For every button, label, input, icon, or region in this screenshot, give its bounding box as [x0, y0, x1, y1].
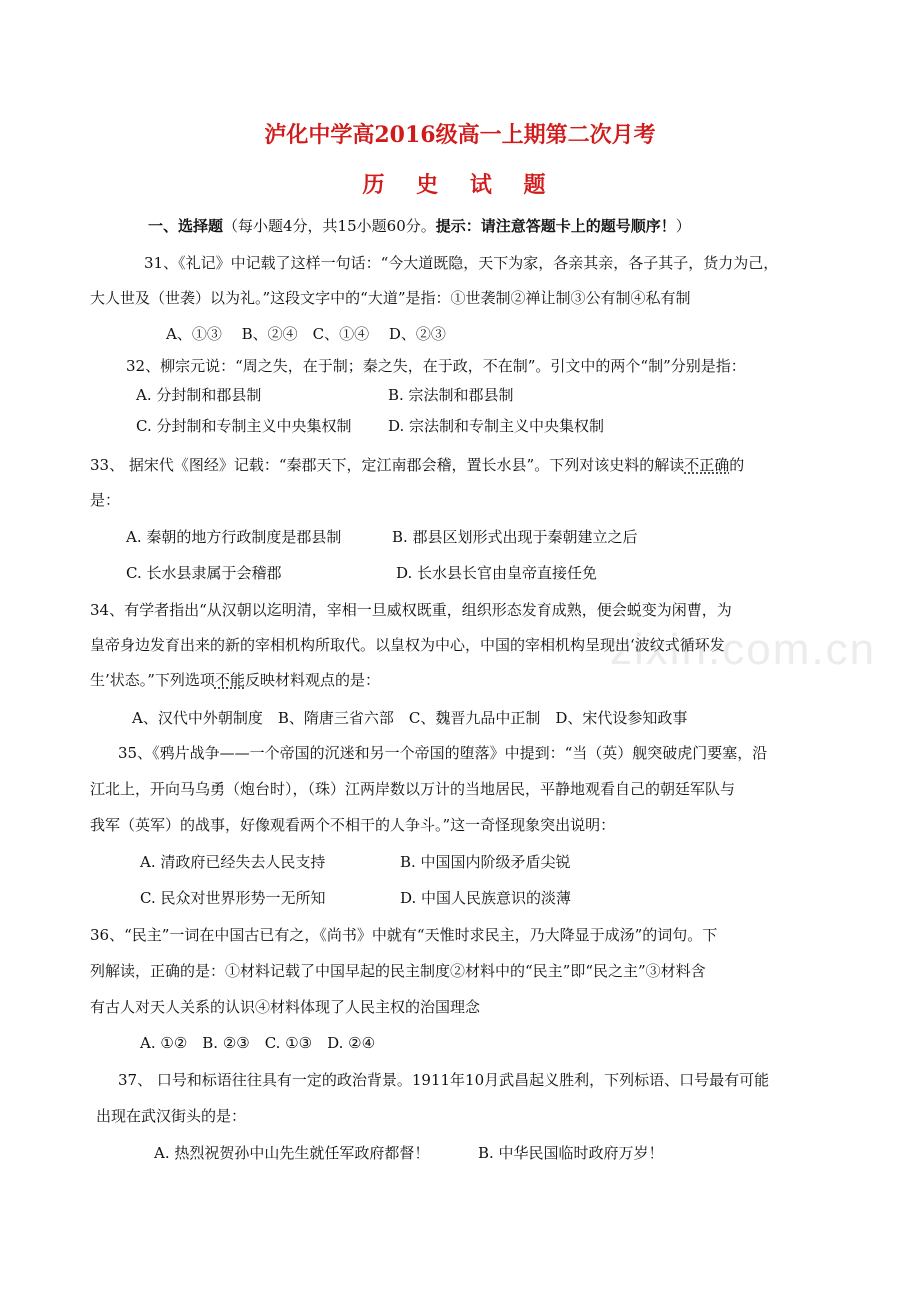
q32-option-b: B. 宗法制和郡县制 — [388, 386, 514, 404]
section-hint: 提示：请注意答题卡上的题号顺序！ — [435, 217, 676, 235]
section-close: ） — [675, 217, 691, 235]
q35-line2: 江北上，开向马乌勇（炮台时），（珠）江两岸数以万计的当地居民，平静地观看自己的朝廷军队与 — [90, 780, 736, 798]
q36-line3: 有古人对天人关系的认识④材料体现了人民主权的治国理念 — [90, 998, 481, 1016]
q33-option-c: C. 长水县隶属于会稽郡 — [126, 564, 282, 582]
exam-subtitle: 历 史 试 题 — [362, 172, 558, 198]
section-label: 一、选择题 — [148, 217, 224, 235]
q35-option-d: D. 中国人民族意识的淡薄 — [400, 889, 572, 907]
q31-options: A、①③ B、②④ C、①④ D、②③ — [166, 325, 446, 343]
q36-line2: 列解读，正确的是：①材料记载了中国早起的民主制度②材料中的“民主”即“民之主”③材料含 — [90, 962, 706, 980]
q34-line2: 皇帝身边发育出来的新的宰相机构所取代。以皇权为中心，中国的宰相机构呈现出‘波纹式循环发 — [90, 636, 725, 654]
q34-options: A、汉代中外朝制度 B、隋唐三省六部 C、魏晋九品中正制 D、宋代设参知政事 — [132, 709, 688, 727]
q33-option-a: A. 秦朝的地方行政制度是郡县制 — [126, 528, 342, 546]
q35-line3: 我军（英军）的战事，好像观看两个不相干的人争斗。”这一奇怪现象突出说明： — [90, 816, 616, 834]
q33-line2: 是： — [90, 491, 121, 509]
q33-line1 — [90, 455, 744, 475]
q34-line3-emphasis: 不能 — [214, 671, 245, 689]
q32-line1: 32、柳宗元说：“周之失，在于制；秦之失，在于政，不在制”。引文中的两个“制”分别是指： — [126, 357, 746, 375]
q34-line3-post: 反映材料观点的是： — [244, 671, 380, 689]
q32-option-c: C. 分封制和专制主义中央集权制 — [136, 417, 352, 435]
q37-option-a: A. 热烈祝贺孙中山先生就任军政府都督！ — [154, 1144, 430, 1162]
q35-option-b: B. 中国国内阶级矛盾尖锐 — [400, 853, 571, 871]
section-heading — [148, 216, 691, 236]
q35-option-a: A. 清政府已经失去人民支持 — [140, 853, 326, 871]
q32-option-a: A. 分封制和郡县制 — [136, 386, 262, 404]
q33-option-b: B. 郡县区划形式出现于秦朝建立之后 — [392, 528, 638, 546]
q35-option-c: C. 民众对世界形势一无所知 — [140, 889, 326, 907]
q37-line1: 37、 口号和标语往往具有一定的政治背景。1911年10月武昌起义胜利，下列标语、口号最有可能 — [118, 1071, 770, 1089]
q35-line1: 35、《鸦片战争——一个帝国的沉迷和另一个帝国的堕落》中提到：“当（英）舰突破虎门要塞，沿 — [118, 744, 768, 762]
q33-option-d: D. 长水县长官由皇帝直接任免 — [396, 564, 598, 582]
q37-option-b: B. 中华民国临时政府万岁！ — [478, 1144, 664, 1162]
q32-option-d: D. 宗法制和专制主义中央集权制 — [388, 417, 605, 435]
q34-line3-pre: 生’状态。”下列选项 — [90, 671, 215, 689]
q34-line1: 34、有学者指出“从汉朝以迄明清，宰相一旦威权既重，组织形态发育成熟，便会蜕变为闲曹，为 — [90, 601, 732, 619]
section-desc: （每小题4分，共15小题60分。 — [223, 217, 436, 235]
q33-line1-pre: 33、 据宋代《图经》记载：“秦郡天下，定江南郡会稽，置长水县”。下列对该史料的解读 — [90, 456, 685, 474]
exam-title: 泸化中学高2016级高一上期第二次月考 — [264, 122, 656, 148]
q33-line1-post: 的 — [729, 456, 745, 474]
q36-line1: 36、“民主”一词在中国古已有之，《尚书》中就有“天惟时求民主，乃大降显于成汤”的词句。下 — [90, 926, 718, 944]
q34-line3 — [90, 670, 380, 690]
q31-line2: 大人世及（世袭）以为礼。”这段文字中的“大道”是指：①世袭制②禅让制③公有制④私有制 — [90, 289, 691, 307]
q37-line2: 出现在武汉街头的是： — [96, 1107, 247, 1125]
watermark: zixin.com.cn — [610, 625, 877, 674]
q33-line1-emphasis: 不正确 — [684, 456, 730, 474]
q31-line1: 31、《礼记》中记载了这样一句话：“今大道既隐，天下为家，各亲其亲，各子其子，货力为己， — [144, 254, 779, 272]
q36-options: A. ①② B. ②③ C. ①③ D. ②④ — [140, 1034, 376, 1052]
